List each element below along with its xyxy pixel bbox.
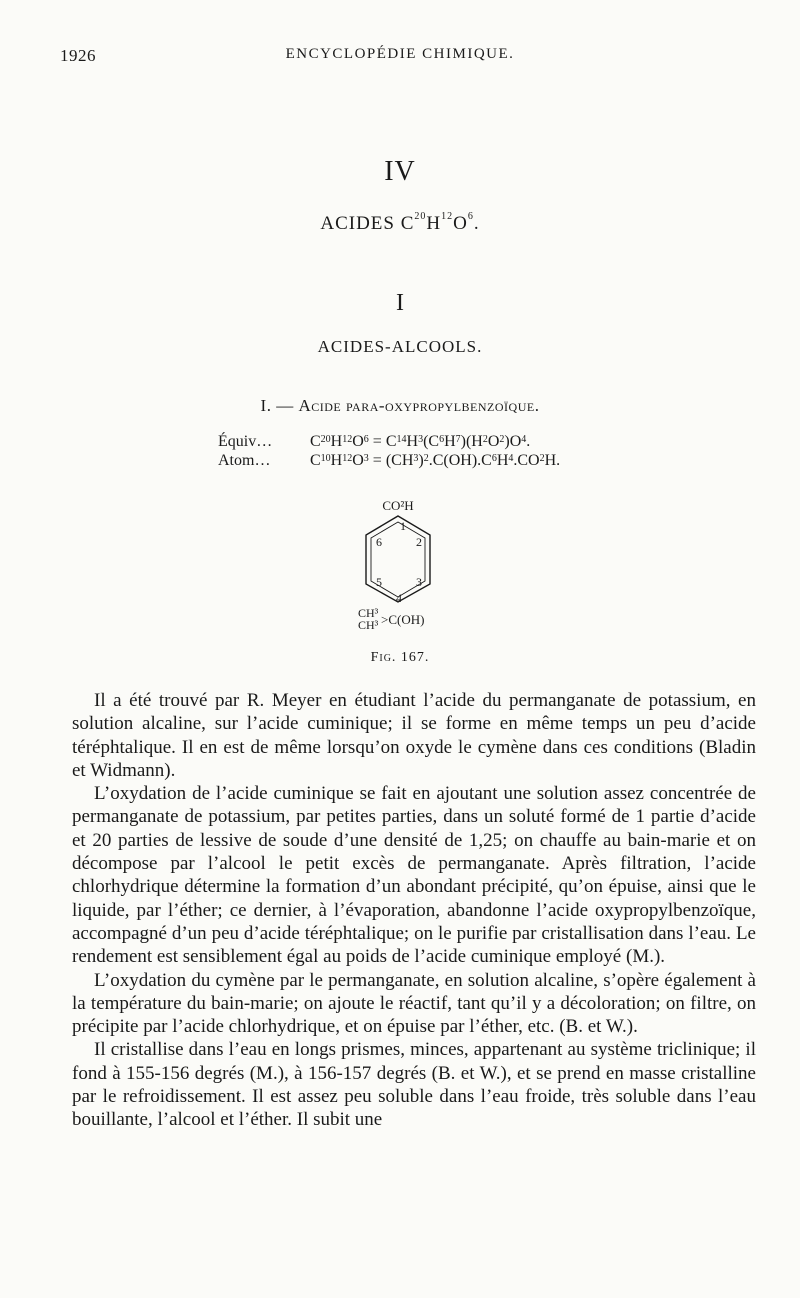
formula-superscript: 12 xyxy=(342,434,353,445)
formula-segment: H xyxy=(330,452,343,469)
ring-position-5: 5 xyxy=(376,575,382,589)
formula-superscript: 2 xyxy=(482,434,488,445)
acids-title: ACIDES $C^{20}H^{12}O^6$. xyxy=(320,211,480,234)
formula-superscript: 20 xyxy=(320,434,331,445)
formula-superscript: 2 xyxy=(499,434,505,445)
ring-position-4: 4 xyxy=(396,591,402,605)
ring-position-1: 1 xyxy=(400,519,406,533)
formula-superscript: 7 xyxy=(455,434,461,445)
paragraph: Il cristallise dans l’eau en longs prismes, minces, appartenant au système triclinique; il fond à 155-156 degrés (M.), à 156-157 degrés (B. et W.), et se prend en masse cristalline par le refroidissement. Il est assez peu soluble dans l’eau froide, très soluble dans l’eau bouillante, l’alcool et l’éther. Il subit une xyxy=(72,1039,756,1131)
formula-superscript: 4 xyxy=(521,434,527,445)
formula-segment: H xyxy=(406,433,419,450)
formula-superscript: 12 xyxy=(342,453,353,464)
formula-segment: H xyxy=(330,433,343,450)
formula-segment: (C xyxy=(423,433,440,450)
body-text xyxy=(72,689,756,1132)
paragraph: L’oxydation du cymène par le permanganate, en solution alcaline, s’opère également à la température du bain-marie; on ajoute le réactif, tant qu’il y a décoloration; on filtre, on précipite par l’acide chlorhydrique, et on épuise par l’éther, etc. (B. et W.). xyxy=(72,969,756,1038)
formula-superscript: 6 xyxy=(439,434,445,445)
formula-segment: .CO xyxy=(513,452,540,469)
page-number: 1926 xyxy=(60,46,96,65)
benzene-ring-figure xyxy=(330,498,470,638)
paragraph: Il a été trouvé par R. Meyer en étudiant l’acide du permanganate de potassium, en solution alcaline, sur l’acide cuminique; il se forme en même temps un peu d’acide téréphtalique. Il en est de même lorsqu’on oxyde le cymène dans ces conditions (Bladin et Widmann). xyxy=(72,690,756,781)
formula-superscript: 10 xyxy=(320,453,331,464)
chapter-number: IV xyxy=(384,156,416,187)
ring-bottom-group-top: CH³ xyxy=(358,606,379,620)
formula-segment: H. xyxy=(544,452,561,469)
ring-bottom-group-suffix: >C(OH) xyxy=(381,612,425,627)
formula-superscript: 2 xyxy=(539,453,545,464)
formula-segment: )O xyxy=(504,433,522,450)
section-title: ACIDES-ALCOOLS. xyxy=(317,337,483,356)
formula-superscript: 6 xyxy=(491,453,497,464)
ring-position-6: 6 xyxy=(376,535,382,549)
ring-position-3: 3 xyxy=(416,575,422,589)
formula-segment: O xyxy=(352,452,364,469)
formula-segment: . xyxy=(526,433,531,450)
subsection-title: I. — Acide para-oxypropylbenzoïque. xyxy=(260,396,540,415)
formula-superscript: 3 xyxy=(413,453,419,464)
ring-position-2: 2 xyxy=(416,535,422,549)
ring-bottom-group-bottom: CH³ xyxy=(358,618,379,632)
formula-block xyxy=(218,432,560,470)
ring-hexagon xyxy=(366,516,430,602)
ring-diagram xyxy=(330,498,470,638)
atom-label: Atom… xyxy=(218,452,271,469)
formula-segment: ) xyxy=(418,452,424,469)
formula-segment: = C xyxy=(368,433,397,450)
formula-superscript: 14 xyxy=(396,434,407,445)
paragraph: L’oxydation de l’acide cuminique se fait en ajoutant une solution assez concentrée de permanganate de potassium, par petites parties, dans un soluté formé de 1 partie d’acide et 20 parties de lessive de soude d’une densité de 1,25; on chauffe au bain-marie et on décompose par l’alcool le petit excès de permanganate. Après filtration, l’acide chlorhydrique détermine la formation d’un abondant précipité, qu’on épuise, ainsi que le liquide, par l’éther; ce dernier, à l’évaporation, abandonne l’acide oxypropylbenzoïque, accompagné d’un peu d’acide téréphtalique; on le purifie par cristallisation dans l’eau. Le rendement est sensiblement égal au poids de l’acide cuminique employé (M.). xyxy=(72,783,756,968)
running-title: ENCYCLOPÉDIE CHIMIQUE. xyxy=(285,46,515,62)
formula-superscript: 2 xyxy=(423,453,429,464)
formula-segment: H xyxy=(444,433,456,450)
figure-caption: Fig. 167. xyxy=(370,650,430,665)
formula-superscript: 4 xyxy=(508,453,514,464)
equiv-label: Équiv… xyxy=(218,433,273,450)
formula-segment: O xyxy=(352,433,364,450)
formula-segment: H xyxy=(496,452,509,469)
equiv-formula-text xyxy=(310,433,530,450)
formula-superscript: 6 xyxy=(363,434,369,445)
formula-segment: = (CH xyxy=(368,452,414,469)
page-header xyxy=(60,46,740,70)
formula-superscript: 3 xyxy=(418,434,424,445)
section-number: I xyxy=(396,290,404,316)
formula-segment: C xyxy=(310,433,321,450)
atom-formula xyxy=(218,451,560,470)
formula-segment: )(H xyxy=(460,433,483,450)
equiv-formula xyxy=(218,432,560,451)
formula-segment: C xyxy=(310,452,321,469)
formula-superscript: 3 xyxy=(363,453,369,464)
formula-segment: O xyxy=(487,433,500,450)
ring-top-group: CO²H xyxy=(382,498,414,513)
formula-segment: .C(OH).C xyxy=(428,452,492,469)
atom-formula-text xyxy=(310,452,560,469)
